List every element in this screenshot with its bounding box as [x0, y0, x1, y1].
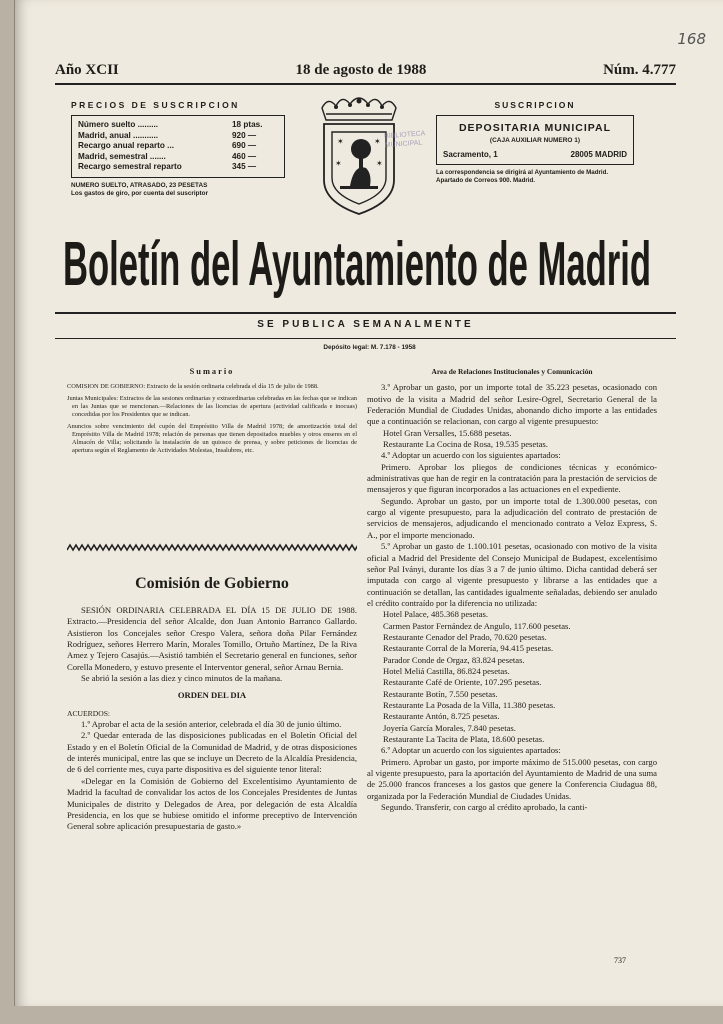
summary-section — [67, 366, 357, 459]
price-label: Madrid, semestral ....... — [78, 151, 166, 161]
price-label: Número suelto ......... — [78, 120, 159, 129]
expense-line: Restaurante Café de Oriente, 107.295 pesetas. — [383, 677, 542, 688]
legal-deposit: Depósito legal: M. 7.178 - 1958 — [323, 344, 416, 351]
back-issue-note: NUMERO SUELTO, ATRASADO, 23 PESETAS — [71, 181, 208, 189]
expense-line: Restaurante Botín, 7.550 pesetas. — [383, 688, 498, 699]
newspaper-title-text: Boletín del Ayuntamiento de Madrid — [63, 230, 651, 299]
expense-line: Restaurante Corral de la Morería, 94.415 pesetas. — [383, 643, 554, 654]
weekly-banner — [55, 312, 676, 339]
agreement-paragraph: Primero. Aprobar los pliegos de condiciones técnicas y económico-administrativas que han de regir en la contratación para la prestación de servicios de mensajeros y que figuran incorporados a las actuaciones en el expediente. — [367, 461, 657, 495]
price-value: 460 — — [232, 151, 257, 161]
expense-line: Hotel Palace, 485.368 pesetas. — [383, 609, 489, 620]
correspondence-note: La correspondencia se dirigirá al Ayuntamiento de Madrid. Apartado de Correos 900. Madrid. — [436, 169, 609, 184]
city: 28005 MADRID — [570, 150, 627, 159]
price-value: 920 — — [232, 130, 257, 140]
expense-line: Carmen Pastor Fernández de Angulo, 117.600 pesetas. — [383, 620, 571, 631]
page-number: 737 — [614, 956, 626, 965]
opening-paragraph: Se abrió la sesión a las diez y cinco minutos de la mañana. — [81, 673, 283, 684]
right-column — [367, 366, 657, 813]
agreement-paragraph: Primero. Aprobar un gasto, por importe máximo de 515.000 pesetas, con cargo al vigente presupuesto, para la aportación del Ayuntamiento de Madrid de una suma de 25.000 francos franceses a los gastos que genere la Conferencia Ciudagua 88, organizada por la Federación Mundial de Ciudades Unidas. — [367, 756, 657, 801]
comision-title: Comisión de Gobierno — [135, 575, 289, 592]
newspaper-title — [61, 221, 653, 301]
price-label: Recargo semestral reparto — [78, 162, 182, 172]
weekly-label: SE PUBLICA SEMANALMENTE — [257, 319, 474, 330]
expense-line: Hotel Gran Versalles, 15.688 pesetas. — [383, 427, 512, 438]
agreement-paragraph: 3.º Aprobar un gasto, por un importe total de 35.223 pesetas, ocasionado con motivo de la visita a Madrid del señor Lesire-Ogrel, Secretario General de la Federación Mundial de Ciudades Unidas, abonando dicho importe a las entidades que a continuación se relacionan, con cargo al vigente presupuesto: — [367, 382, 657, 427]
subscription-notes — [71, 182, 285, 198]
right-column-paragraphs — [367, 382, 657, 813]
expense-line: Restaurante La Posada de la Villa, 11.380 pesetas. — [383, 699, 556, 710]
summary-title: Sumario — [189, 367, 235, 376]
postage-note: Los gastos de giro, por cuenta del suscriptor — [71, 189, 209, 197]
session-paragraph: SESIÓN ORDINARIA CELEBRADA EL DÍA 15 DE JULIO DE 1988. Extracto.—Presidencia del señor Alcalde, don Juan Antonio Barranco Gallardo. Asistieron los Concejales señor Crespo Valera, señora doña Pilar Fernández Rodríguez, señores Herrero Marín, Morales Tomillo, Ortuño Martínez, De la Riva Amez y Tejero Casajús.—Asistió también el Secretario general en funciones, señor Corella Monedero, y estuvo presente el Interventor general, señor Arnau Bernia. — [67, 605, 357, 672]
price-box — [71, 115, 285, 178]
subscription-office — [436, 100, 634, 185]
svg-text:✶: ✶ — [374, 137, 381, 146]
price-row — [78, 141, 278, 152]
date-label: 18 de agosto de 1988 — [295, 62, 427, 78]
comision-body — [67, 605, 357, 833]
price-row — [78, 162, 278, 173]
summary-items — [67, 383, 357, 455]
expense-line: Restaurante Cenador del Prado, 70.620 pesetas. — [383, 631, 547, 642]
agreement-paragraph: Segundo. Transferir, con cargo al crédito aprobado, la canti- — [381, 802, 588, 813]
newspaper-page — [14, 0, 723, 1006]
depositaria-box — [436, 115, 634, 165]
agreement-point: «Delegar en la Comisión de Gobierno del Excelentísimo Ayuntamiento de Madrid la facultad de convalidar los actos de los Concejales Presidentes de Juntas Municipales de distrito y Delegados de Area, por delegación de esta Alcaldía Presidencia, en los que se hubiese omitido el informe preceptivo de Intervención General sobre aplicación presupuestaria de gasto.» — [67, 775, 357, 832]
price-label: Madrid, anual ........... — [78, 130, 159, 140]
agreement-points — [67, 719, 357, 832]
price-row — [78, 131, 278, 142]
orden-del-dia-heading: ORDEN DEL DIA — [177, 690, 247, 701]
price-value: 690 — — [232, 141, 257, 151]
price-value: 345 — — [232, 162, 257, 172]
price-row — [78, 152, 278, 163]
street: Sacramento, 1 — [443, 150, 498, 159]
issue-number: Núm. 4.777 — [603, 62, 676, 78]
year-label: Año XCII — [55, 62, 119, 78]
svg-text:✶: ✶ — [335, 159, 342, 168]
price-value: 18 ptas. — [232, 120, 263, 129]
zigzag-divider — [67, 543, 357, 553]
svg-text:✶: ✶ — [376, 159, 383, 168]
agreement-paragraph: 4.º Adoptar un acuerdo con los siguientes apartados: — [381, 450, 561, 461]
depositaria-name: DEPOSITARIA MUNICIPAL — [458, 122, 612, 134]
price-row — [78, 120, 278, 131]
expense-line: Restaurante Antón, 8.725 pesetas. — [383, 711, 500, 722]
svg-text:✶: ✶ — [337, 137, 344, 146]
area-heading: Area de Relaciones Institucionales y Comunicación — [431, 367, 593, 376]
agreement-point: 2.º Quedar enterada de las disposiciones publicadas en el Boletín Oficial del Estado y en el Boletín Oficial de la Comunidad de Madrid, y de otras disposiciones de interés municipal, entre las que se incluye un Decreto de la Alcaldía Presidencia, de 6 del corriente mes, cuya parte dispositiva es del siguiente tenor literal: — [67, 730, 357, 775]
agreement-paragraph: Segundo. Aprobar un gasto, por un importe total de 1.300.000 pesetas, con cargo al vigente presupuesto, para la adjudicación del contrato de prestación de servicios de mensajeros, adjudicando el mencionado contrato a Veloz Express, S. A., por el importe mencionado. — [367, 495, 657, 540]
expense-line: Restaurante La Cocina de Rosa, 19.535 pesetas. — [383, 439, 548, 450]
depositaria-aux: (CAJA AUXILIAR NUMERO 1) — [489, 137, 581, 144]
expense-line: Parador Conde de Orgaz, 83.824 pesetas. — [383, 654, 525, 665]
agreement-paragraph: 5.º Aprobar un gasto de 1.100.101 pesetas, ocasionado con motivo de la visita oficial a Madrid del Presidente del Consejo Municipal de Budapest, excelentísimo señor Pal Iványi, durante los días 3 a 7 de junio último. Dicha cantidad deberá ser imputada con cargo al vigente presupuesto y librarse a las entidades que a continuación se detallan, las cantidades igualmente señaladas, debiendo ser anulado el crédito contraído por la diferencia no utilizada: — [367, 541, 657, 608]
expense-line: Hotel Meliá Castilla, 86.824 pesetas. — [383, 665, 510, 676]
handwritten-page-note: 168 — [677, 30, 706, 48]
acuerdos-label: ACUERDOS: — [67, 708, 111, 718]
depositaria-address — [443, 150, 627, 159]
expense-line: Joyería García Morales, 7.840 pesetas. — [383, 722, 516, 733]
subscription-prices-title: PRECIOS DE SUSCRIPCION — [71, 100, 240, 110]
summary-item: Anuncios sobre vencimiento del cupón del Empréstito Villa de Madrid 1978; de amortización total del Empréstito Villa de Madrid 1978; relación de personas que tienen depositados muebles y otros enseres en el Almacén de Villa; solicitando la instalación de un quiosco de prensa, y sobre peticiones de licencias de apertura según el Reglamento de Actividades Molestas, Insalubres, etc. — [67, 422, 357, 455]
subscription-office-title: SUSCRIPCION — [494, 100, 576, 110]
expense-line: Restaurante La Tacita de Plata, 18.600 pesetas. — [383, 734, 545, 744]
price-label: Recargo anual reparto ... — [78, 141, 175, 151]
agreement-point: 1.º Aprobar el acta de la sesión anterior, celebrada el día 30 de junio último. — [81, 719, 342, 730]
masthead-bar — [55, 62, 676, 85]
summary-item: Juntas Municipales: Extractos de las sesiones ordinarias y extraordinarias celebradas en las fechas que se indican en las Juntas que se mencionan.—Relaciones de las licencias de apertura (actividad calificada e inocuas) concedidas por los Presidentes que se indican. — [67, 394, 357, 419]
subscription-prices — [71, 100, 285, 198]
agreement-paragraph: 6.º Adoptar un acuerdo con los siguientes apartados: — [381, 745, 561, 756]
summary-item: COMISION DE GOBIERNO: Extracto de la sesión ordinaria celebrada el día 15 de julio de 1988. — [67, 383, 319, 391]
library-stamp: BIBLIOTECA MUNICIPAL — [383, 130, 426, 150]
